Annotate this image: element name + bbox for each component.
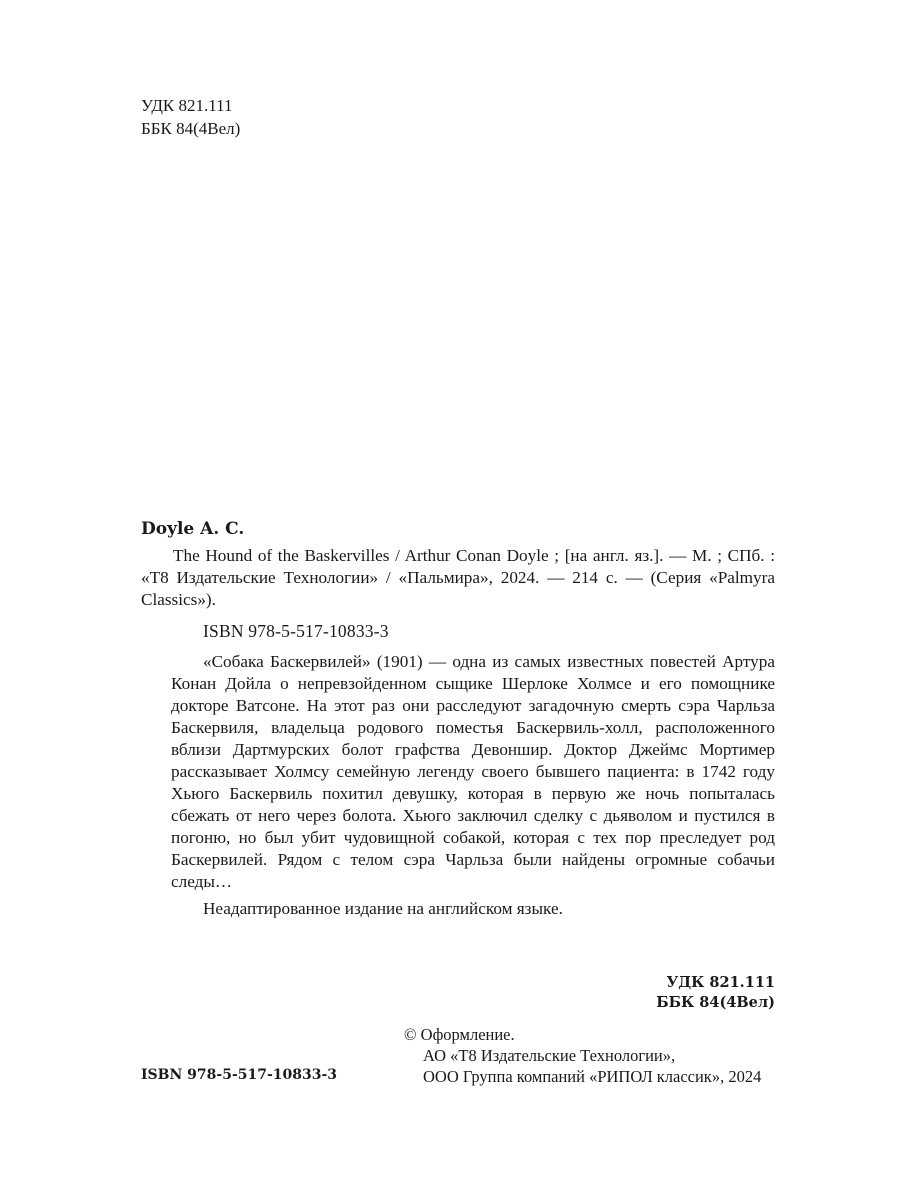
copyright-block [404,1024,761,1087]
copyright-line-3: ООО Группа компаний «РИПОЛ классик», 2024 [423,1067,762,1086]
udk-code-right: УДК 821.111 [666,974,775,991]
isbn-line: ISBN 978-5-517-10833-3 [203,621,389,641]
edition-note: Неадаптированное издание на английском языке. [203,899,563,918]
copyright-line-1: © Оформление. [404,1025,515,1044]
bbk-code-right: ББК 84(4Вел) [656,994,775,1011]
catalog-entry [141,518,775,920]
copyright-line-2: АО «Т8 Издательские Технологии», [423,1046,676,1065]
author-heading: Doyle A. C. [141,519,245,539]
bibliographic-description: The Hound of the Baskervilles / Arthur Conan Doyle ; [на англ. яз.]. — М. ; СПб. : «Т8 Издательские Технологии» / «Пальмира», 2024. — 214 с. — (Серия «Palmyra Classics»). [141,546,775,609]
classification-codes [141,94,240,140]
udk-code: УДК 821.111 [141,96,233,115]
annotation-paragraph: «Собака Баскервилей» (1901) — одна из самых известных повестей Артура Конан Дойла о непревзойденном сыщике Шерлоке Холмсе и его помощнике докторе Ватсоне. На этот раз они расследуют загадочную смерть сэра Чарльза Баскервиля, владельца родового поместья Баскервиль-холл, расположенного вблизи Дартмурских болот графства Девоншир. Доктор Джеймс Мортимер рассказывает Холмсу семейную легенду своего бывшего пациента: в 1742 году Хьюго Баскервиль похитил девушку, которая в первую же ночь попыталась сбежать от него через болота. Хьюго заключил сделку с дьяволом и пустился в погоню, но был убит чудовищной собакой, которая с тех пор преследует род Баскервилей. Рядом с телом сэра Чарльза были найдены огромные собачьи следы… [171,652,775,891]
classification-codes-right [600,973,775,1013]
bbk-code: ББК 84(4Вел) [141,119,241,138]
isbn-bottom: ISBN 978-5-517-10833-3 [141,1067,338,1083]
